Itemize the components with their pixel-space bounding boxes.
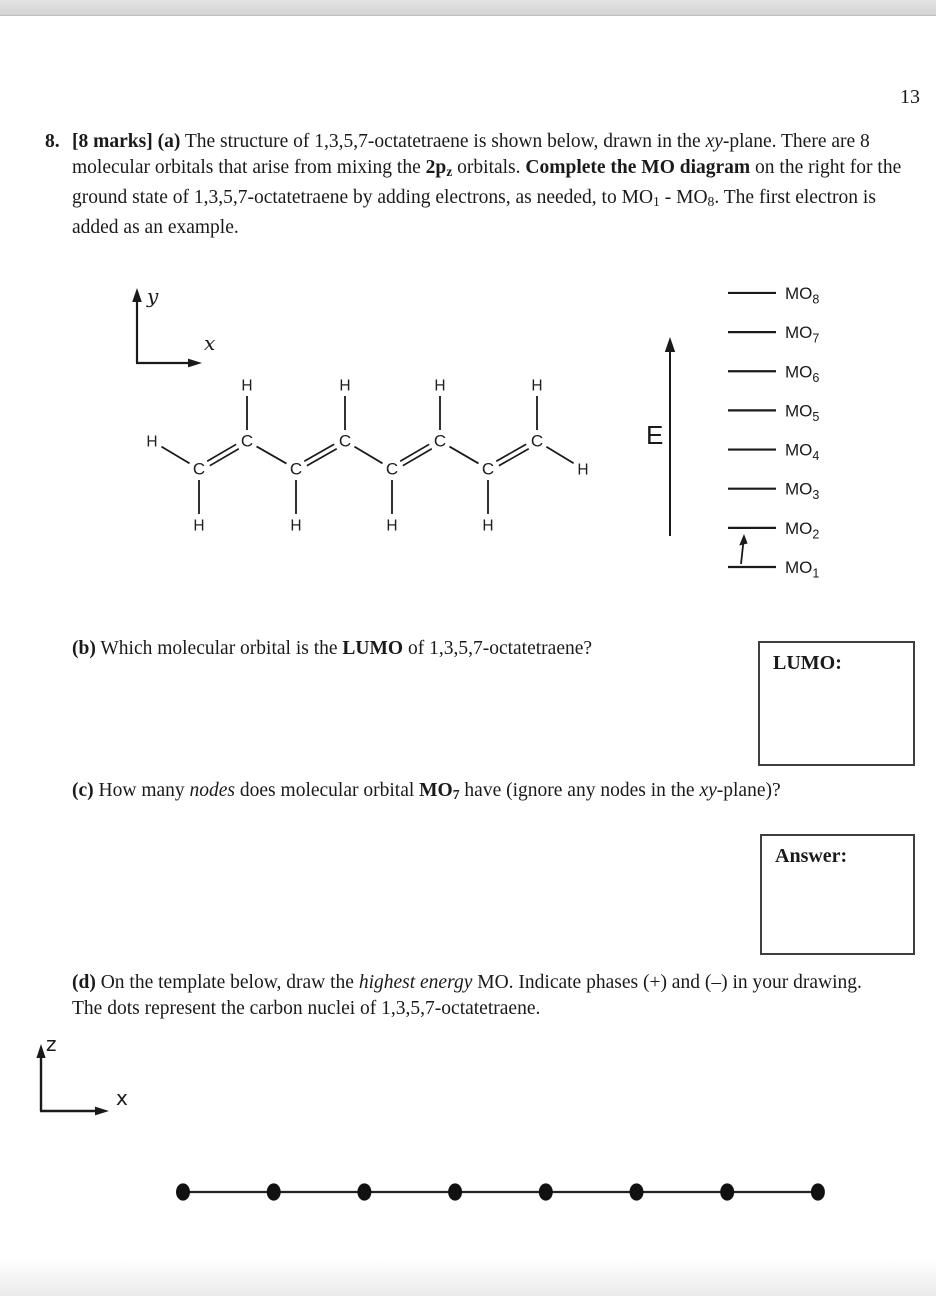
text-run: On the template below, draw the xyxy=(95,972,359,993)
carbon-atom-label: C xyxy=(192,459,206,479)
carbon-atom-label: C xyxy=(481,459,495,479)
text-run: How many xyxy=(93,780,190,801)
hydrogen-atom-label: H xyxy=(241,377,253,395)
carbon-atom-label: C xyxy=(338,431,352,451)
carbon-dot xyxy=(630,1183,644,1200)
page-number: 13 xyxy=(900,86,920,108)
mo-level-label: $MO_2$ xyxy=(785,518,820,542)
mo-template-figure xyxy=(20,1025,890,1235)
carbon-dot xyxy=(720,1183,734,1200)
text-run: [8 marks] (a) xyxy=(72,131,181,152)
text-run: Complete the MO diagram xyxy=(525,157,751,178)
mo-energy-diagram xyxy=(640,280,932,592)
electron-arrow-head xyxy=(739,534,747,546)
carbon-dot xyxy=(267,1183,281,1200)
octatetraene-structure-figure xyxy=(120,275,620,565)
text-run: z xyxy=(446,164,453,179)
lumo-box-label: LUMO: xyxy=(773,652,842,674)
y-axis-label: y xyxy=(147,284,159,308)
hydrogen-atom-label: H xyxy=(386,517,398,535)
carbon-dot xyxy=(448,1183,462,1200)
mo-level-label: $MO_8$ xyxy=(785,283,820,307)
answer-box-label: Answer: xyxy=(775,845,848,867)
carbon-atom-label: C xyxy=(289,459,303,479)
z-axis-label: z xyxy=(46,1032,57,1056)
hydrogen-atom-label: H xyxy=(193,517,205,535)
text-run: - MO xyxy=(659,187,708,208)
text-run: (b) xyxy=(72,638,96,659)
carbon-atom-label: C xyxy=(385,459,399,479)
single-bond-line xyxy=(257,446,287,463)
text-run: MO. Indicate phases (+) and (–) in your drawing. The dots represent the carbon nuclei of 1,3,5,7-octatetraene. xyxy=(72,972,862,1019)
text-run: does molecular orbital xyxy=(235,780,420,801)
text-run: xy xyxy=(705,131,723,152)
mo-level-label: $MO_3$ xyxy=(785,479,820,503)
hydrogen-atom-label: H xyxy=(290,517,302,535)
question-8 xyxy=(45,129,918,241)
carbon-atom-label: C xyxy=(530,431,544,451)
page-top-edge xyxy=(0,0,936,16)
mo-level-label: $MO_7$ xyxy=(785,323,820,346)
single-bond-line xyxy=(161,447,189,464)
question-part-d-text xyxy=(72,970,872,1022)
text-run: . The first electron is added as an example. xyxy=(72,187,876,238)
question-part-c-text xyxy=(72,778,892,808)
hydrogen-atom-label: H xyxy=(434,377,446,395)
carbon-atom-label: C xyxy=(433,431,447,451)
text-run: (d) xyxy=(72,972,96,993)
lumo-answer-box xyxy=(758,641,915,766)
x-axis-arrowhead xyxy=(95,1107,109,1116)
energy-axis-label: E xyxy=(646,420,664,450)
hydrogen-atom-label: H xyxy=(339,377,351,395)
mo-level-label: $MO_5$ xyxy=(785,401,820,424)
question-number: 8. xyxy=(45,131,60,152)
text-run: highest energy xyxy=(358,972,473,993)
carbon-dot xyxy=(811,1183,825,1200)
text-run: (c) xyxy=(72,780,94,801)
text-run: -plane. There are 8 molecular orbitals that arise from mixing the xyxy=(72,131,870,178)
question-part-b-text xyxy=(72,636,712,662)
text-run: 1 xyxy=(653,194,660,209)
text-run: nodes xyxy=(189,780,236,801)
question-part-a-text xyxy=(72,129,918,241)
hydrogen-atom-label: H xyxy=(577,461,589,479)
single-bond-line xyxy=(546,447,573,464)
text-run: -plane)? xyxy=(716,780,781,801)
mo-level-label: $MO_4$ xyxy=(785,440,820,464)
x-axis-arrowhead xyxy=(188,359,202,368)
text-run: of 1,3,5,7-octatetraene? xyxy=(403,638,593,659)
mo-level-label: $MO_1$ xyxy=(785,558,820,581)
x-axis-label: x xyxy=(116,1086,128,1110)
carbon-dot xyxy=(539,1183,553,1200)
page-bottom-edge xyxy=(0,1258,936,1296)
text-run: LUMO xyxy=(342,638,404,659)
text-run: MO xyxy=(419,780,453,801)
y-axis-arrowhead xyxy=(132,288,142,302)
text-run: 2p xyxy=(425,157,447,178)
text-run: xy xyxy=(699,780,717,801)
text-run: orbitals. xyxy=(452,157,526,178)
text-run: 8 xyxy=(707,194,715,209)
text-run: Which molecular orbital is the xyxy=(95,638,343,659)
carbon-dot xyxy=(357,1183,371,1200)
carbon-dot xyxy=(176,1183,190,1200)
mo-level-label: $MO_6$ xyxy=(785,362,820,385)
carbon-atom-label: C xyxy=(240,431,254,451)
hydrogen-atom-label: H xyxy=(482,517,494,535)
single-bond-line xyxy=(354,447,382,464)
z-axis-arrowhead xyxy=(36,1044,45,1058)
text-run: have (ignore any nodes in the xyxy=(459,780,700,801)
text-run: 7 xyxy=(452,787,460,802)
single-bond-line xyxy=(450,447,479,464)
text-run: The structure of 1,3,5,7-octatetraene is shown below, drawn in the xyxy=(180,131,706,152)
hydrogen-atom-label: H xyxy=(146,433,158,451)
hydrogen-atom-label: H xyxy=(531,377,543,395)
x-axis-label: x xyxy=(204,331,216,355)
energy-axis-arrowhead xyxy=(665,337,675,352)
text-run: on the right for the ground state of 1,3,5,7-octatetraene by adding electrons, as needed, to MO xyxy=(72,157,902,208)
answer-box xyxy=(760,834,915,955)
